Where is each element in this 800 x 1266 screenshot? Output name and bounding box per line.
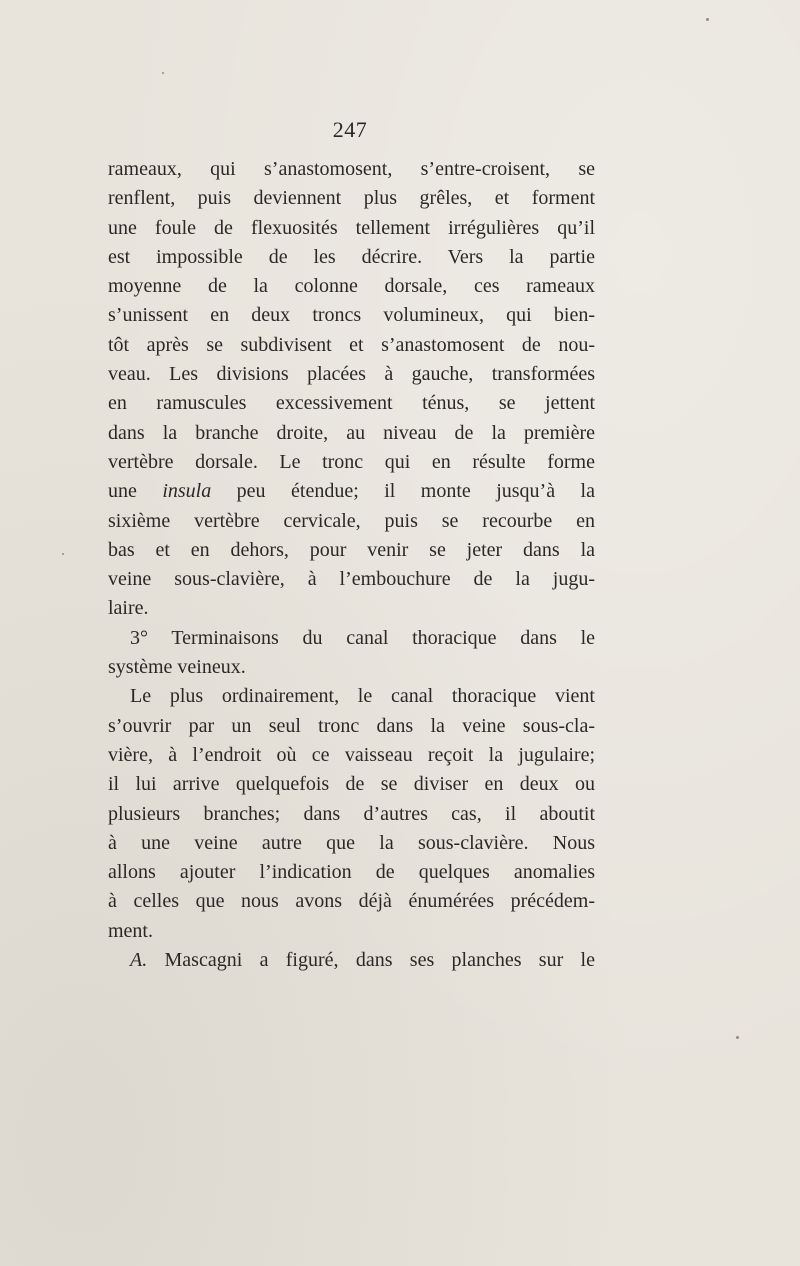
text-line: tôt après se subdivisent et s’anastomosent de nou- — [108, 333, 595, 356]
text-line-segment: une — [108, 480, 163, 503]
text-line: sixième vertèbre cervicale, puis se recourbe en — [108, 509, 595, 532]
text-line: bas et en dehors, pour venir se jeter dans la — [108, 538, 595, 561]
text-line: système veineux. — [108, 656, 246, 679]
text-line: veau. Les divisions placées à gauche, transformées — [108, 363, 595, 386]
text-line: à une veine autre que la sous-clavière. Nous — [108, 831, 595, 854]
text-line: moyenne de la colonne dorsale, ces rameaux — [108, 275, 595, 298]
text-line: veine sous-clavière, à l’embouchure de la jugu- — [108, 568, 595, 591]
text-line: est impossible de les décrire. Vers la partie — [108, 245, 595, 268]
text-line: une foule de flexuosités tellement irrégulières qu’il — [108, 216, 595, 239]
text-line-segment: peu étendue; il monte jusqu’à la — [211, 480, 595, 503]
body-text — [108, 155, 595, 975]
text-line: dans la branche droite, au niveau de la première — [108, 421, 595, 444]
text-line: ment. — [108, 919, 153, 942]
text-line: à celles que nous avons déjà énumérées précédem- — [108, 890, 595, 913]
text-line: il lui arrive quelquefois de se diviser en deux ou — [108, 773, 595, 796]
text-line: renflent, puis deviennent plus grêles, et forment — [108, 187, 595, 210]
text-line: rameaux, qui s’anastomosent, s’entre-croisent, se — [108, 158, 595, 180]
text-line — [108, 946, 595, 975]
paper-speck — [736, 1036, 739, 1039]
page-number: 247 — [332, 117, 368, 142]
italic-term: A. — [130, 949, 148, 972]
paper-speck — [62, 553, 64, 555]
paper-speck — [162, 72, 164, 74]
paper-speck — [706, 18, 709, 21]
text-line-segment: Mascagni a figuré, dans ses planches sur le — [147, 949, 595, 972]
italic-term: insula — [162, 480, 212, 503]
text-line: vière, à l’endroit où ce vaisseau reçoit la jugulaire; — [108, 743, 595, 766]
text-line: Le plus ordinairement, le canal thoracique vient — [130, 685, 595, 708]
text-line — [108, 477, 595, 506]
text-line: laire. — [108, 597, 149, 620]
text-line: s’ouvrir par un seul tronc dans la veine sous-cla- — [108, 714, 595, 737]
text-line: s’unissent en deux troncs volumineux, qui bien- — [108, 304, 595, 327]
text-line: plusieurs branches; dans d’autres cas, il aboutit — [108, 802, 595, 825]
text-line: allons ajouter l’indication de quelques anomalies — [108, 861, 595, 884]
text-line: vertèbre dorsale. Le tronc qui en résulte forme — [108, 450, 595, 473]
text-line: 3° Terminaisons du canal thoracique dans le — [130, 626, 595, 649]
text-line: en ramuscules excessivement ténus, se jettent — [108, 392, 595, 415]
